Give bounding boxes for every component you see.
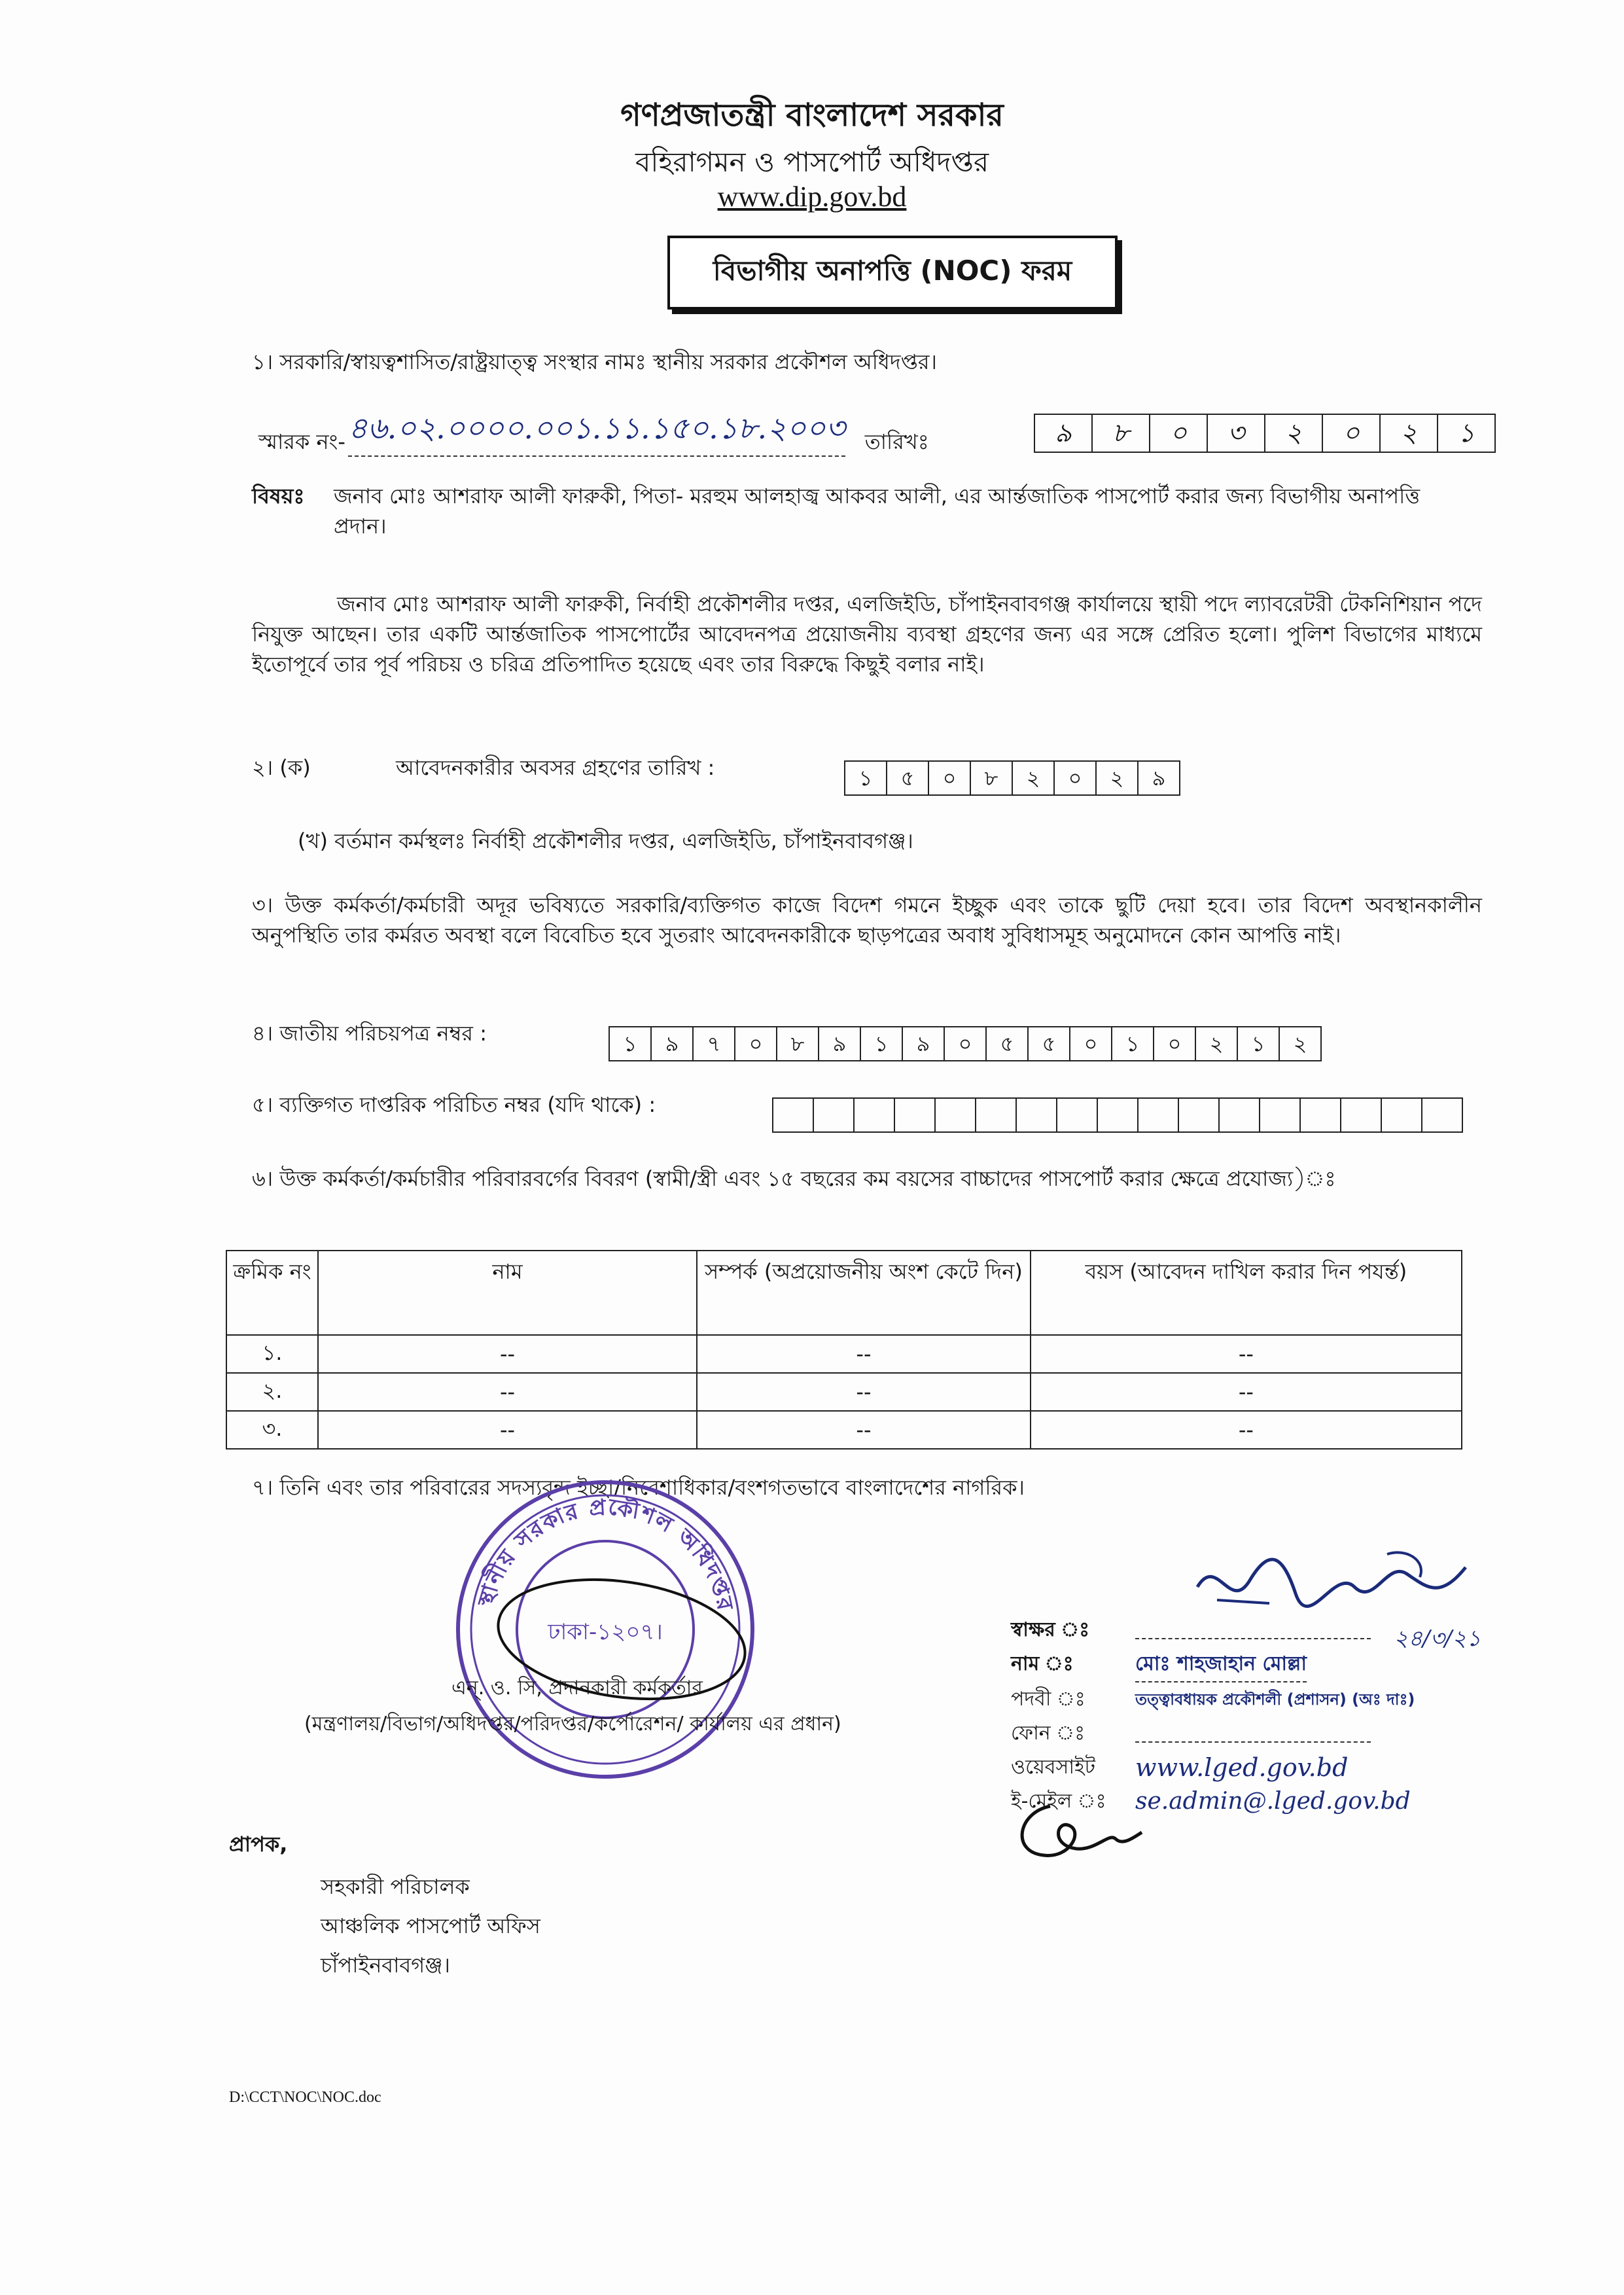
digit-box: ২	[1196, 1027, 1238, 1060]
digit-box	[855, 1099, 895, 1131]
designation-value: তত্ত্বাবধায়ক প্রকৌশলী (প্রশাসন) (অঃ দাঃ)	[1135, 1690, 1415, 1709]
digit-box: ৭	[694, 1027, 735, 1060]
item-2-label: ২। (ক)	[252, 755, 311, 780]
body-paragraph: জনাব মোঃ আশরাফ আলী ফারুকী, নির্বাহী প্রকৌশলীর দপ্তর, এলজিইডি, চাঁপাইনবাবগঞ্জ কার্যালয়ে স্থায়ী পদে ল্যাবরেটরী টেকনিশিয়ান পদে নিযুক্ত আছেন। তার একটি আর্ন্তজাতিক পাসপোর্টের আবেদনপত্র প্রয়োজনীয় ব্যবস্থা গ্রহণের জন্য এর সঙ্গে প্রেরিত হলো। পুলিশ বিভাগের মাধ্যমে ইতোপূর্বে তার পূর্ব পরিচয় ও চরিত্র প্রতিপাদিত হয়েছে এবং তার বিরুদ্ধে কিছুই বলার নাই।	[252, 592, 1482, 677]
item-6-family-text: ৬। উক্ত কর্মকর্তা/কর্মচারীর পরিবারবর্গের বিবরণ (স্বামী/স্ত্রী এবং ১৫ বছরের কম বয়সের বাচ্চাদের পাসপোর্ট করার ক্ষেত্রে প্রযোজ্য)ঃ	[252, 1166, 1336, 1191]
digit-box: ০	[1154, 1027, 1196, 1060]
retirement-date-boxes	[844, 760, 1180, 796]
digit-box: ৫	[1029, 1027, 1070, 1060]
designation-row	[1011, 1682, 1600, 1717]
digit-box	[814, 1099, 855, 1131]
digit-box	[1098, 1099, 1139, 1131]
header-relation: সম্পর্ক (অপ্রয়োজনীয় অংশ কেটে দিন)	[697, 1251, 1031, 1335]
digit-box: ৮	[777, 1027, 819, 1060]
header-name: নাম	[318, 1251, 697, 1335]
name-label: নাম ঃ	[1011, 1652, 1074, 1675]
table-row	[226, 1411, 1462, 1449]
digit-box	[1057, 1099, 1098, 1131]
digit-box: ৯	[652, 1027, 694, 1060]
date-label: তারিখঃ	[864, 429, 929, 454]
digit-box	[976, 1099, 1017, 1131]
digit-box: ৮	[971, 762, 1013, 794]
department-title: বহিরাগমন ও পাসপোর্ট অধিদপ্তর	[635, 146, 989, 178]
memo-number: ৪৬.০২.০০০০.০০১.১১.১৫০.১৮.২০০৩	[348, 406, 845, 457]
email-label: ই-মেইল ঃ	[1011, 1790, 1106, 1813]
digit-box: ০	[1055, 762, 1097, 794]
svg-text:স্থানীয় সরকার প্রকৌশল অধিদপ্ত	[472, 1493, 738, 1614]
memo-date-boxes	[1034, 414, 1496, 453]
item-3-leave-text: ৩। উক্ত কর্মকর্তা/কর্মচারী অদূর ভবিষ্যতে সরকারি/ব্যক্তিগত কাজে বিদেশ গমনে ইচ্ছুক এবং তাকে ছুটি দেয়া হবে। তার বিদেশ অবস্থানকালীন অনুপস্থিতি তার কর্মরত অবস্থা বলে বিবেচিত হবে সুতরাং আবেদনকারীকে ছাড়পত্রের অবাধ সুবিধাসমূহ অনুমোদনে কোন আপত্তি নাই।	[252, 893, 1482, 948]
digit-box	[773, 1099, 814, 1131]
form-title: বিভাগীয় অনাপত্তি (NOC) ফরম	[713, 255, 1072, 287]
table-cell: --	[1031, 1373, 1462, 1411]
table-cell: --	[318, 1335, 697, 1373]
digit-box	[1301, 1099, 1341, 1131]
sign-row	[1011, 1613, 1600, 1647]
digit-box: ০	[945, 1027, 987, 1060]
table-cell: --	[318, 1411, 697, 1449]
header-age: বয়স (আবেদন দাখিল করার দিন পযর্ন্ত)	[1031, 1251, 1462, 1335]
family-table-header	[226, 1251, 1462, 1335]
digit-box	[895, 1099, 936, 1131]
issuer-line-1: এন্‌. ও. সি, প্রদানকারী কর্মকর্তার	[451, 1677, 703, 1699]
recipient-label: প্রাপক,	[229, 1832, 288, 1857]
designation-label: পদবী ঃ	[1011, 1688, 1086, 1711]
seal-outer-text: স্থানীয় সরকার প্রকৌশল অধিদপ্তর	[472, 1493, 739, 1614]
digit-box: ৩	[1208, 415, 1265, 452]
table-cell: --	[1031, 1335, 1462, 1373]
digit-box: ১	[610, 1027, 652, 1060]
memo-label: স্মারক নং-	[258, 429, 345, 454]
digit-box: ৫	[887, 762, 929, 794]
website-row	[1011, 1751, 1600, 1785]
digit-box: ২	[1293, 1031, 1307, 1056]
digit-box	[1017, 1099, 1057, 1131]
digit-box: ৯	[903, 1027, 945, 1060]
item-7-citizenship: ৭। তিনি এবং তার পরিবারের সদস্যবৃন্দ ইচ্ছা/নিবেশাধিকার/বংশগতভাবে বাংলাদেশের নাগরিক।	[252, 1475, 1025, 1500]
digit-box: ০	[929, 762, 971, 794]
digit-box: ১	[845, 762, 887, 794]
digit-box: ১	[1238, 1027, 1280, 1060]
current-workplace: (খ) বর্তমান কর্মস্থলঃ নির্বাহী প্রকৌশলীর দপ্তর, এলজিইডি, চাঁপাইনবাবগঞ্জ।	[298, 828, 913, 853]
subject-label: বিষয়ঃ	[252, 484, 305, 508]
family-table	[226, 1250, 1462, 1450]
memo-row	[258, 406, 929, 457]
website-link[interactable]: www.dip.gov.bd	[717, 181, 907, 213]
digit-box: ১	[861, 1027, 903, 1060]
table-cell: --	[697, 1411, 1031, 1449]
digit-box	[1422, 1099, 1462, 1131]
website-label: ওয়েবসাইট	[1011, 1756, 1095, 1779]
recipient-line-2: আঞ্চলিক পাসপোর্ট অফিস	[321, 1913, 540, 1938]
digit-box	[1220, 1099, 1260, 1131]
digit-box: ১	[1458, 418, 1475, 448]
digit-box: ৫	[987, 1027, 1029, 1060]
table-cell: --	[697, 1373, 1031, 1411]
table-cell: ২.	[226, 1373, 318, 1411]
nid-label: ৪। জাতীয় পরিচয়পত্র নম্বর :	[252, 1021, 487, 1046]
digit-box	[1382, 1099, 1422, 1131]
digit-box: ২	[1381, 415, 1438, 452]
digit-box: ০	[1150, 415, 1208, 452]
digit-box	[1179, 1099, 1220, 1131]
header-serial: ক্রমিক নং	[226, 1251, 318, 1335]
digit-box: ৯	[1035, 415, 1093, 452]
digit-box: ৯	[819, 1027, 861, 1060]
digit-box: ৯	[1152, 766, 1166, 791]
sign-label: স্বাক্ষর ঃ	[1011, 1618, 1090, 1641]
file-path: D:\CCT\NOC\NOC.doc	[229, 2089, 381, 2106]
table-cell: --	[697, 1335, 1031, 1373]
retirement-date-label: আবেদনকারীর অবসর গ্রহণের তারিখ :	[396, 755, 715, 780]
recipient-line-1: সহকারী পরিচালক	[321, 1874, 470, 1899]
subject-text: জনাব মোঃ আশরাফ আলী ফারুকী, পিতা- মরহুম আলহাজ্ব আকবর আলী, এর আর্ন্তজাতিক পাসপোর্ট করার জন্য বিভাগীয় অনাপত্তি প্রদান।	[334, 484, 1421, 539]
table-cell: --	[318, 1373, 697, 1411]
email-value: se.admin@.lged.gov.bd	[1135, 1788, 1411, 1815]
table-cell: ১.	[226, 1335, 318, 1373]
website-value: www.lged.gov.bd	[1135, 1753, 1349, 1782]
digit-box	[1341, 1099, 1382, 1131]
digit-box	[936, 1099, 976, 1131]
phone-label: ফোন ঃ	[1011, 1722, 1086, 1745]
phone-line	[1135, 1717, 1371, 1743]
digit-box: ২	[1265, 415, 1323, 452]
digit-box: ০	[735, 1027, 777, 1060]
digit-box: ২	[1097, 762, 1139, 794]
nid-number-boxes	[609, 1026, 1322, 1061]
sign-line	[1135, 1613, 1371, 1639]
table-cell: --	[1031, 1411, 1462, 1449]
office-id-boxes	[772, 1097, 1463, 1133]
table-row	[226, 1373, 1462, 1411]
name-value: মোঃ শাহজাহান মোল্লা	[1135, 1647, 1307, 1682]
signature-date: ২৪/৩/২১	[1394, 1626, 1481, 1652]
signatory-block	[1011, 1613, 1600, 1819]
name-row	[1011, 1647, 1600, 1682]
issuer-line-2: (মন্ত্রণালয়/বিভাগ/অধিদপ্তর/পরিদপ্তর/কর্পোরেশন/ কার্যালয় এর প্রধান)	[304, 1713, 841, 1735]
table-cell: ৩.	[226, 1411, 318, 1449]
digit-box	[1260, 1099, 1301, 1131]
item-1-organization: ১। সরকারি/স্বায়ত্বশাসিত/রাষ্ট্রয়াত্ত্ব সংস্থার নামঃ স্থানীয় সরকার প্রকৌশল অধিদপ্তর।	[252, 349, 937, 374]
office-id-label: ৫। ব্যক্তিগত দাপ্তরিক পরিচিত নম্বর (যদি থাকে) :	[252, 1092, 656, 1117]
seal-inner-text: ঢাকা-১২০৭।	[548, 1619, 663, 1645]
recipient-line-3: চাঁপাইনবাবগঞ্জ।	[321, 1953, 450, 1978]
digit-box: ৮	[1093, 415, 1150, 452]
phone-row	[1011, 1717, 1600, 1751]
initials-scribble	[1011, 1793, 1155, 1865]
digit-box: ২	[1013, 762, 1055, 794]
digit-box: ১	[1112, 1027, 1154, 1060]
form-title-box	[667, 236, 1118, 310]
digit-box	[1139, 1099, 1179, 1131]
digit-box: ০	[1070, 1027, 1112, 1060]
digit-box: ০	[1323, 415, 1381, 452]
table-row	[226, 1335, 1462, 1373]
government-title: গণপ্রজাতন্ত্রী বাংলাদেশ সরকার	[620, 97, 1004, 133]
